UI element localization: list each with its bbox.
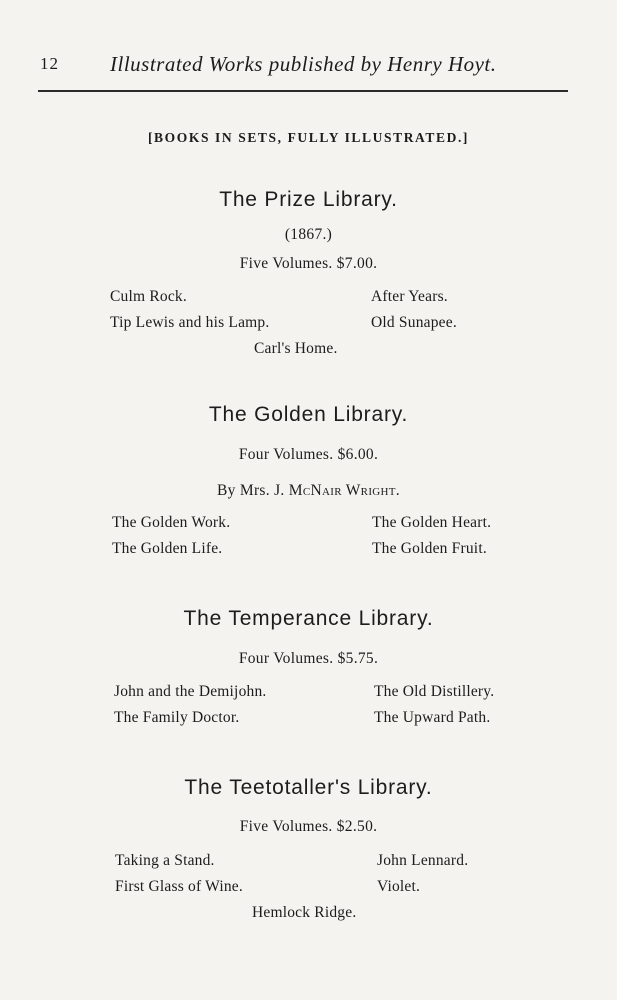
book-title: The Golden Work.	[112, 514, 231, 531]
book-title: Old Sunapee.	[371, 314, 457, 331]
book-title: The Golden Life.	[112, 540, 223, 557]
book-title: First Glass of Wine.	[115, 878, 243, 895]
library-year-prize: (1867.)	[284, 226, 333, 243]
author-prefix: By Mrs. J.	[217, 482, 289, 499]
header-rule	[38, 90, 568, 92]
book-title: Culm Rock.	[110, 288, 187, 305]
book-title: The Family Doctor.	[114, 709, 240, 726]
page-header	[38, 52, 568, 76]
library-title-golden: The Golden Library.	[208, 403, 409, 426]
book-title: Carl's Home.	[254, 340, 338, 357]
book-title: The Golden Heart.	[372, 514, 492, 531]
author-name: McNair Wright.	[288, 482, 400, 499]
library-volumes-prize: Five Volumes. $7.00.	[239, 255, 378, 272]
book-title: The Old Distillery.	[374, 683, 495, 700]
library-title-teetotaller: The Teetotaller's Library.	[184, 776, 433, 799]
book-title: The Upward Path.	[374, 709, 491, 726]
library-author-golden	[0, 482, 617, 500]
library-volumes-teetotaller: Five Volumes. $2.50.	[239, 818, 378, 835]
library-volumes-temperance: Four Volumes. $5.75.	[238, 650, 379, 667]
book-title: John Lennard.	[377, 852, 469, 869]
book-title: Taking a Stand.	[115, 852, 215, 869]
book-title: The Golden Fruit.	[372, 540, 487, 557]
section-heading: [BOOKS IN SETS, FULLY ILLUSTRATED.]	[147, 130, 470, 145]
page-number: 12	[40, 54, 59, 73]
book-title: Violet.	[377, 878, 421, 895]
library-title-temperance: The Temperance Library.	[183, 607, 434, 630]
book-title: After Years.	[371, 288, 448, 305]
library-volumes-golden: Four Volumes. $6.00.	[238, 446, 379, 463]
running-title: Illustrated Works published by Henry Hoyt.	[110, 52, 497, 76]
book-title: Hemlock Ridge.	[252, 904, 357, 921]
book-title: Tip Lewis and his Lamp.	[110, 314, 270, 331]
library-title-prize: The Prize Library.	[219, 188, 398, 211]
book-title: John and the Demijohn.	[114, 683, 267, 700]
